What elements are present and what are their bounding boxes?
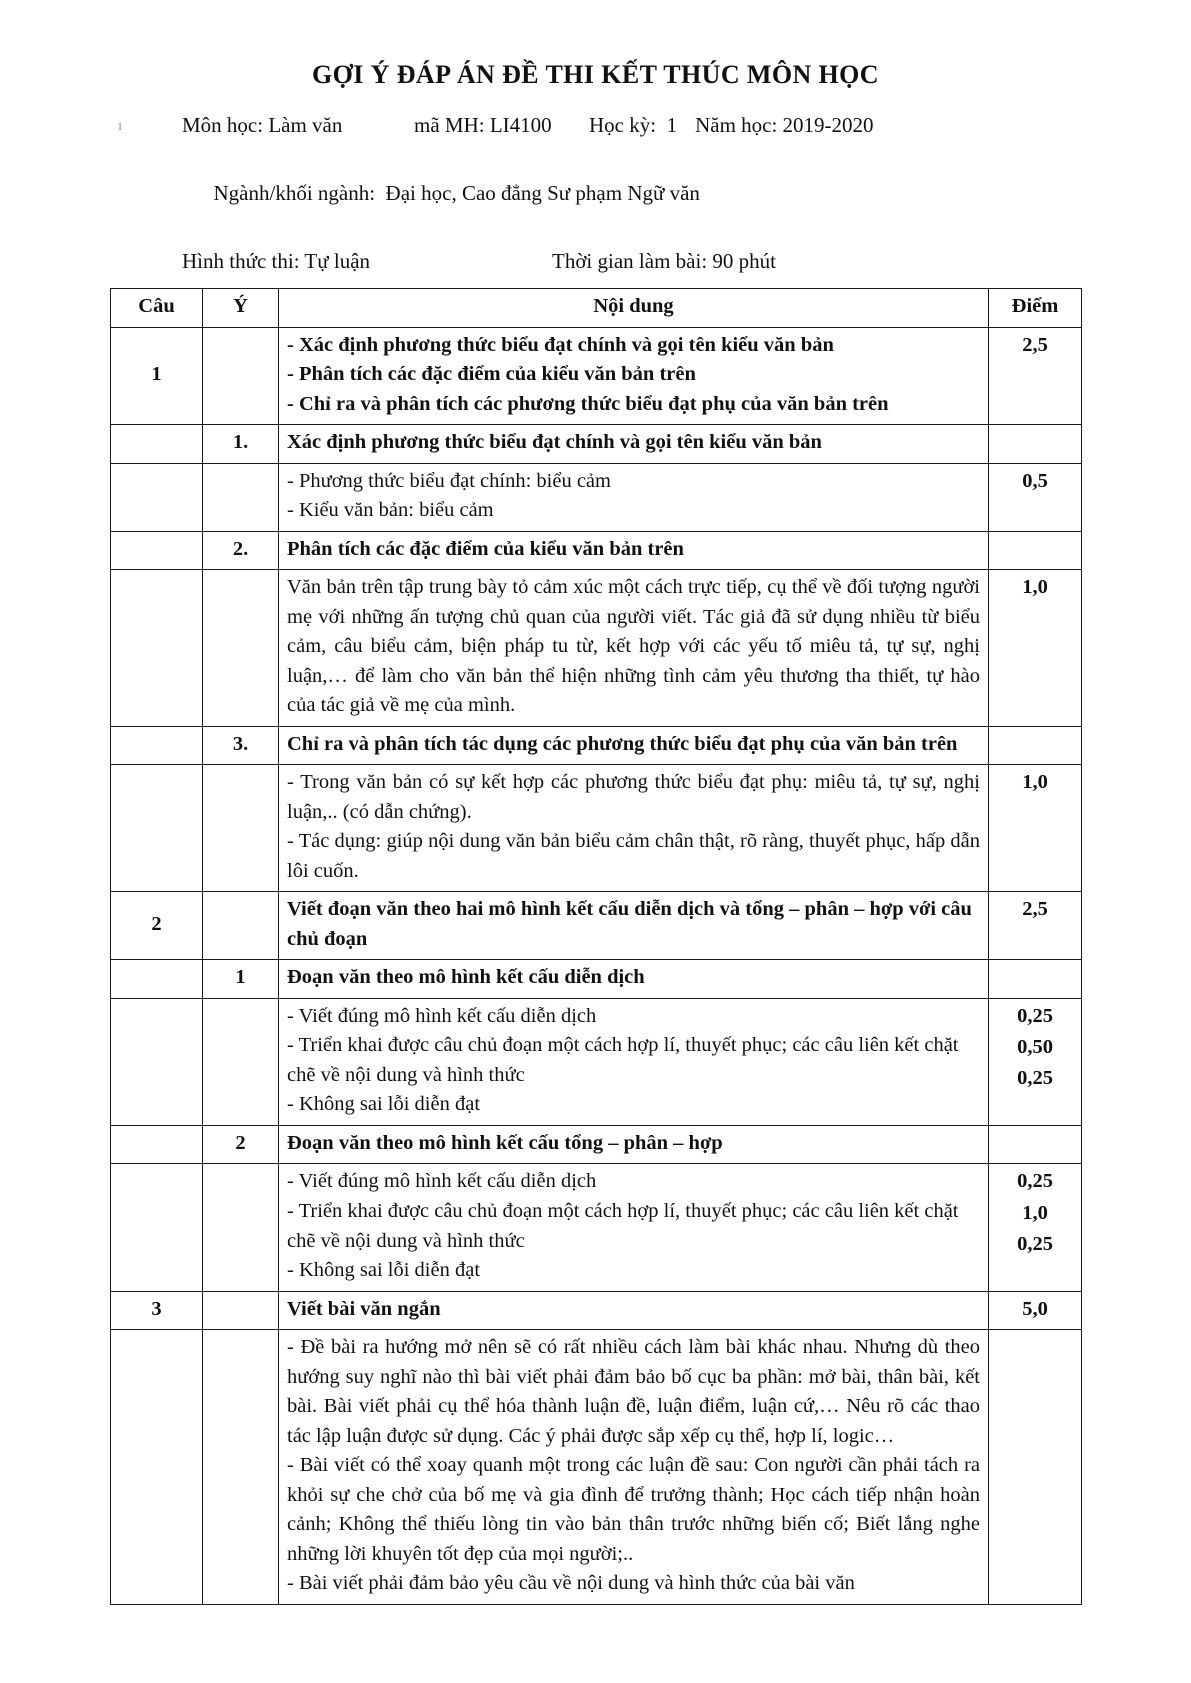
cell-y: 3. bbox=[203, 726, 279, 765]
column-header-noi-dung: Nội dung bbox=[279, 289, 989, 328]
cell-noi-dung bbox=[279, 1164, 989, 1291]
content-line: - Bài viết có thể xoay quanh một trong các luận đề sau: Con người cần phải tách ra khỏi sự che chở của bố mẹ và gia đình để trưởng thành; Học cách tiếp nhận hoàn cảnh; Không thể thiếu lòng tin vào bản thân trước những biến cố; Biết lắng nghe những lời khuyên tốt đẹp của mọi người;.. bbox=[287, 1454, 980, 1565]
cell-cau bbox=[111, 998, 203, 1125]
cell-noi-dung bbox=[279, 726, 989, 765]
cell-y: 1. bbox=[203, 425, 279, 464]
table-row bbox=[111, 327, 1082, 425]
score-value: 1,0 bbox=[1022, 1201, 1048, 1224]
exam-form-label: Hình thức thi: Tự luận bbox=[182, 249, 371, 274]
cell-y: 2. bbox=[203, 531, 279, 570]
meta-row-subject bbox=[182, 108, 1081, 142]
column-header-cau: Câu bbox=[111, 289, 203, 328]
content-line: Xác định phương thức biểu đạt chính và gọi tên kiểu văn bản bbox=[287, 431, 822, 454]
content-line: - Bài viết phải đảm bảo yêu cầu về nội dung và hình thức của bài văn bbox=[287, 1572, 855, 1595]
content-line: - Viết đúng mô hình kết cấu diễn dịch bbox=[287, 1004, 597, 1027]
cell-noi-dung bbox=[279, 531, 989, 570]
content-line: Chỉ ra và phân tích tác dụng các phương thức biểu đạt phụ của văn bản trên bbox=[287, 732, 958, 755]
cell-diem: 1,0 bbox=[989, 765, 1082, 892]
cell-noi-dung bbox=[279, 998, 989, 1125]
table-row bbox=[111, 1164, 1082, 1291]
cell-y: 2 bbox=[203, 1125, 279, 1164]
cell-cau: 3 bbox=[111, 1291, 203, 1330]
table-row bbox=[111, 531, 1082, 570]
table-row bbox=[111, 463, 1082, 531]
program-label: Ngành/khối ngành: Đại học, Cao đẳng Sư phạm Ngữ văn bbox=[213, 181, 700, 206]
cell-cau: 1 bbox=[111, 327, 203, 425]
content-line: - Tác dụng: giúp nội dung văn bản biểu cảm chân thật, rõ ràng, thuyết phục, hấp dẫn lôi cuốn. bbox=[287, 830, 980, 882]
cell-noi-dung bbox=[279, 327, 989, 425]
cell-cau bbox=[111, 570, 203, 727]
cell-diem bbox=[989, 1125, 1082, 1164]
score-stack bbox=[997, 1167, 1073, 1259]
cell-diem: 1,0 bbox=[989, 570, 1082, 727]
table-row bbox=[111, 1125, 1082, 1164]
table-row bbox=[111, 1291, 1082, 1330]
cell-cau bbox=[111, 765, 203, 892]
column-header-diem: Điểm bbox=[989, 289, 1082, 328]
score-value: 0,50 bbox=[1017, 1036, 1053, 1059]
cell-y bbox=[203, 998, 279, 1125]
cell-y bbox=[203, 765, 279, 892]
content-line: - Phân tích các đặc điểm của kiểu văn bản trên bbox=[287, 363, 696, 386]
cell-cau bbox=[111, 726, 203, 765]
content-line: Văn bản trên tập trung bày tỏ cảm xúc một cách trực tiếp, cụ thể về đối tượng người mẹ với những ấn tượng chủ quan của người viết. Tác giả đã sử dụng nhiều từ biểu cảm, câu biểu cảm, biện pháp tu từ, kết hợp với các yếu tố miêu tả, tự sự, nghị luận,… để làm cho văn bản thể hiện những tình cảm yêu thương tha thiết, tự hào của tác giả về mẹ của mình. bbox=[287, 576, 980, 717]
cell-diem bbox=[989, 726, 1082, 765]
cell-cau bbox=[111, 1330, 203, 1605]
cell-y bbox=[203, 1330, 279, 1605]
content-line: - Viết đúng mô hình kết cấu diễn dịch bbox=[287, 1170, 597, 1193]
content-line: Phân tích các đặc điểm của kiểu văn bản trên bbox=[287, 537, 684, 560]
cell-cau bbox=[111, 425, 203, 464]
table-row bbox=[111, 726, 1082, 765]
table-row bbox=[111, 765, 1082, 892]
content-line: - Chỉ ra và phân tích các phương thức biểu đạt phụ của văn bản trên bbox=[287, 392, 889, 415]
course-code-label: mã MH: LI4100 bbox=[414, 113, 552, 137]
cell-diem: 2,5 bbox=[989, 892, 1082, 960]
table-row bbox=[111, 960, 1082, 999]
content-line: Viết đoạn văn theo hai mô hình kết cấu diễn dịch và tổng – phân – hợp với câu chủ đoạn bbox=[287, 898, 972, 950]
score-value: 0,25 bbox=[1017, 1170, 1053, 1193]
cell-cau bbox=[111, 1125, 203, 1164]
score-stack bbox=[997, 1002, 1073, 1094]
cell-diem bbox=[989, 531, 1082, 570]
content-line: - Kiểu văn bản: biểu cảm bbox=[287, 499, 494, 522]
cell-diem bbox=[989, 998, 1082, 1125]
cell-y bbox=[203, 463, 279, 531]
cell-diem: 0,5 bbox=[989, 463, 1082, 531]
table-row bbox=[111, 892, 1082, 960]
cell-noi-dung bbox=[279, 960, 989, 999]
cell-cau bbox=[111, 531, 203, 570]
cell-noi-dung bbox=[279, 1125, 989, 1164]
cell-y bbox=[203, 892, 279, 960]
cell-y bbox=[203, 327, 279, 425]
table-row bbox=[111, 998, 1082, 1125]
cell-noi-dung bbox=[279, 1291, 989, 1330]
score-value: 0,25 bbox=[1017, 1004, 1053, 1027]
content-line: - Phương thức biểu đạt chính: biểu cảm bbox=[287, 469, 611, 492]
subject-label: Môn học: Làm văn bbox=[182, 113, 343, 137]
cell-noi-dung bbox=[279, 570, 989, 727]
table-row bbox=[111, 570, 1082, 727]
column-header-y: Ý bbox=[203, 289, 279, 328]
cell-y bbox=[203, 570, 279, 727]
table-row bbox=[111, 425, 1082, 464]
cell-cau bbox=[111, 1164, 203, 1291]
answer-key-table bbox=[110, 288, 1082, 1605]
meta-row-form bbox=[182, 244, 1081, 278]
table-row bbox=[111, 1330, 1082, 1605]
cell-y bbox=[203, 1291, 279, 1330]
content-line: - Triển khai được câu chủ đoạn một cách hợp lí, thuyết phục; các câu liên kết chặt chẽ về nội dung và hình thức bbox=[287, 1034, 959, 1086]
cell-diem bbox=[989, 960, 1082, 999]
cell-noi-dung bbox=[279, 765, 989, 892]
cell-diem: 2,5 bbox=[989, 327, 1082, 425]
content-line: - Triển khai được câu chủ đoạn một cách hợp lí, thuyết phục; các câu liên kết chặt chẽ về nội dung và hình thức bbox=[287, 1200, 959, 1252]
exam-metadata bbox=[110, 108, 1081, 278]
cell-noi-dung bbox=[279, 463, 989, 531]
cell-cau bbox=[111, 960, 203, 999]
cell-cau bbox=[111, 463, 203, 531]
cell-diem: 5,0 bbox=[989, 1291, 1082, 1330]
cell-y bbox=[203, 1164, 279, 1291]
term-label: Học kỳ: 1 bbox=[589, 113, 678, 137]
page-title: GỢI Ý ĐÁP ÁN ĐỀ THI KẾT THÚC MÔN HỌC bbox=[312, 60, 879, 89]
content-line: Đoạn văn theo mô hình kết cấu tổng – phân – hợp bbox=[287, 1131, 723, 1154]
exam-duration-label: Thời gian làm bài: 90 phút bbox=[552, 249, 776, 274]
content-line: - Không sai lỗi diễn đạt bbox=[287, 1093, 481, 1116]
cell-noi-dung bbox=[279, 1330, 989, 1605]
cell-noi-dung bbox=[279, 892, 989, 960]
cell-y: 1 bbox=[203, 960, 279, 999]
content-line: Đoạn văn theo mô hình kết cấu diễn dịch bbox=[287, 966, 645, 989]
cell-diem bbox=[989, 1164, 1082, 1291]
score-value: 0,25 bbox=[1017, 1232, 1053, 1255]
academic-year-label: Năm học: 2019-2020 bbox=[695, 113, 874, 137]
content-line: - Xác định phương thức biểu đạt chính và gọi tên kiểu văn bản bbox=[287, 333, 834, 356]
content-line: - Không sai lỗi diễn đạt bbox=[287, 1259, 481, 1282]
cell-noi-dung bbox=[279, 425, 989, 464]
content-line: Viết bài văn ngắn bbox=[287, 1297, 441, 1320]
cell-diem bbox=[989, 1330, 1082, 1605]
cell-cau: 2 bbox=[111, 892, 203, 960]
scan-artifact: ı bbox=[118, 118, 123, 134]
content-line: - Trong văn bản có sự kết hợp các phương thức biểu đạt phụ: miêu tả, tự sự, nghị luận,.. (có dẫn chứng). bbox=[287, 771, 980, 823]
content-line: - Đề bài ra hướng mở nên sẽ có rất nhiều cách làm bài khác nhau. Nhưng dù theo hướng suy nghĩ nào thì bài viết phải đảm bảo bố cục ba phần: mở bài, thân bài, kết bài. Bài viết phải cụ thể hóa thành luận đề, luận điểm, luận cứ,… Nêu rõ các thao tác lập luận được sử dụng. Các ý phải được sắp xếp cụ thể, hợp lí, logic… bbox=[287, 1336, 980, 1447]
cell-diem bbox=[989, 425, 1082, 464]
score-value: 0,25 bbox=[1017, 1067, 1053, 1090]
meta-row-program bbox=[182, 142, 1081, 244]
table-header-row bbox=[111, 289, 1082, 328]
